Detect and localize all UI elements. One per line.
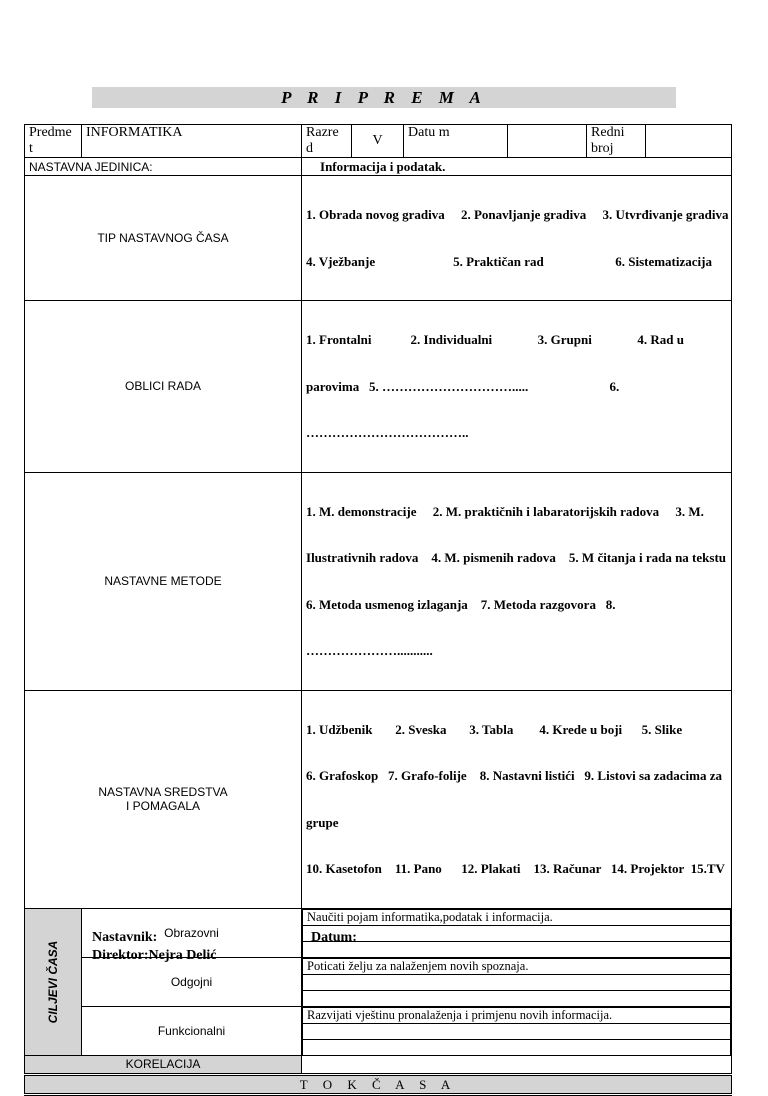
predmet-label: Predme t — [25, 125, 82, 158]
obrazovni-text: Naučiti pojam informatika,podatak i informacija. — [303, 909, 731, 925]
tip-line-1: 1. Obrada novog gradiva 2. Ponavljanje gradiva 3. Utvrđivanje gradiva — [306, 207, 729, 222]
predmet-value[interactable]: INFORMATIKA — [82, 125, 302, 158]
oblici-line-3: ……………………………….. — [306, 425, 469, 440]
metode-line-3: 6. Metoda usmenog izlaganja 7. Metoda razgovora 8. — [306, 596, 616, 612]
funkcionalni-field[interactable] — [302, 1006, 732, 1055]
datum-label: Datu m — [404, 125, 508, 158]
oblici-line-1: 1. Frontalni 2. Individualni 3. Grupni 4. Rad u — [306, 332, 684, 347]
nastavnik-label: Nastavnik: — [92, 930, 158, 945]
korelacija-field[interactable] — [302, 1055, 732, 1074]
jedinica-value[interactable]: Informacija i podatak. — [302, 158, 732, 176]
sredstva-options[interactable] — [302, 690, 732, 908]
oblici-options[interactable] — [302, 301, 732, 473]
razred-label: Razre d — [302, 125, 352, 158]
funkcionalni-row — [25, 1006, 732, 1055]
odgojni-row — [25, 957, 732, 1006]
tip-row — [25, 176, 732, 301]
sredstva-label-1: NASTAVNA SREDSTVA — [98, 785, 228, 799]
obrazovni-label: Obrazovni — [82, 908, 302, 957]
sredstva-label — [25, 690, 302, 908]
header-row — [25, 125, 732, 158]
tip-options[interactable] — [302, 176, 732, 301]
korelacija-label: KORELACIJA — [25, 1055, 302, 1074]
korelacija-row — [25, 1055, 732, 1074]
sredstva-line-3: grupe — [306, 814, 339, 830]
oblici-label: OBLICI RADA — [25, 301, 302, 473]
sredstva-line-1: 1. Udžbenik 2. Sveska 3. Tabla 4. Krede u boji 5. Slike — [306, 721, 683, 737]
ciljevi-label-cell — [25, 908, 82, 1055]
sredstva-row — [25, 690, 732, 908]
tok-casa-heading: T O K Č A S A — [25, 1074, 732, 1094]
redni-label: Redni broj — [587, 125, 646, 158]
sredstva-line-4: 10. Kasetofon 11. Pano 12. Plakati 13. Računar 14. Projektor 15.TV — [306, 861, 725, 876]
metode-line-2: Ilustrativnih radova 4. M. pismenih radova 5. M čitanja i rada na tekstu — [306, 550, 727, 565]
metode-line-4: …………………........... — [306, 643, 433, 658]
metode-row — [25, 472, 732, 690]
funkcionalni-text: Razvijati vještinu pronalaženja i primjenu novih informacija. — [303, 1007, 731, 1023]
obrazovni-field[interactable] — [302, 908, 732, 957]
funkcionalni-label: Funkcionalni — [82, 1006, 302, 1055]
sredstva-line-2: 6. Grafoskop 7. Grafo-folije 8. Nastavni listići 9. Listovi sa zadacima za — [306, 768, 722, 783]
document-title: P R I P R E M A — [92, 87, 676, 108]
tip-line-2: 4. Vježbanje 5. Praktičan rad 6. Sistematizacija — [306, 253, 712, 269]
redni-value[interactable] — [646, 125, 732, 158]
sredstva-label-2: I POMAGALA — [125, 799, 201, 813]
jedinica-label: NASTAVNA JEDINICA: — [25, 158, 302, 176]
odgojni-label: Odgojni — [82, 957, 302, 1006]
jedinica-row — [25, 158, 732, 176]
tip-label: TIP NASTAVNOG ČASA — [25, 176, 302, 301]
ciljevi-label: CILJEVI ČASA — [46, 940, 60, 1023]
metode-label: NASTAVNE METODE — [25, 472, 302, 690]
oblici-line-2: parovima 5. …………………………..... 6. — [306, 378, 620, 394]
direktor-label: Direktor:Nejra Delić — [92, 948, 217, 963]
metode-options[interactable] — [302, 472, 732, 690]
metode-line-1: 1. M. demonstracije 2. M. praktičnih i labaratorijskih radova 3. M. — [306, 503, 704, 519]
datum-value[interactable] — [508, 125, 587, 158]
oblici-row — [25, 301, 732, 473]
odgojni-text: Poticati želju za nalaženjem novih spoznaja. — [303, 958, 731, 974]
datum-label-footer: Datum: — [311, 930, 357, 945]
tok-casa-row — [25, 1074, 732, 1094]
odgojni-field[interactable] — [302, 957, 732, 1006]
razred-value[interactable]: V — [352, 125, 404, 158]
